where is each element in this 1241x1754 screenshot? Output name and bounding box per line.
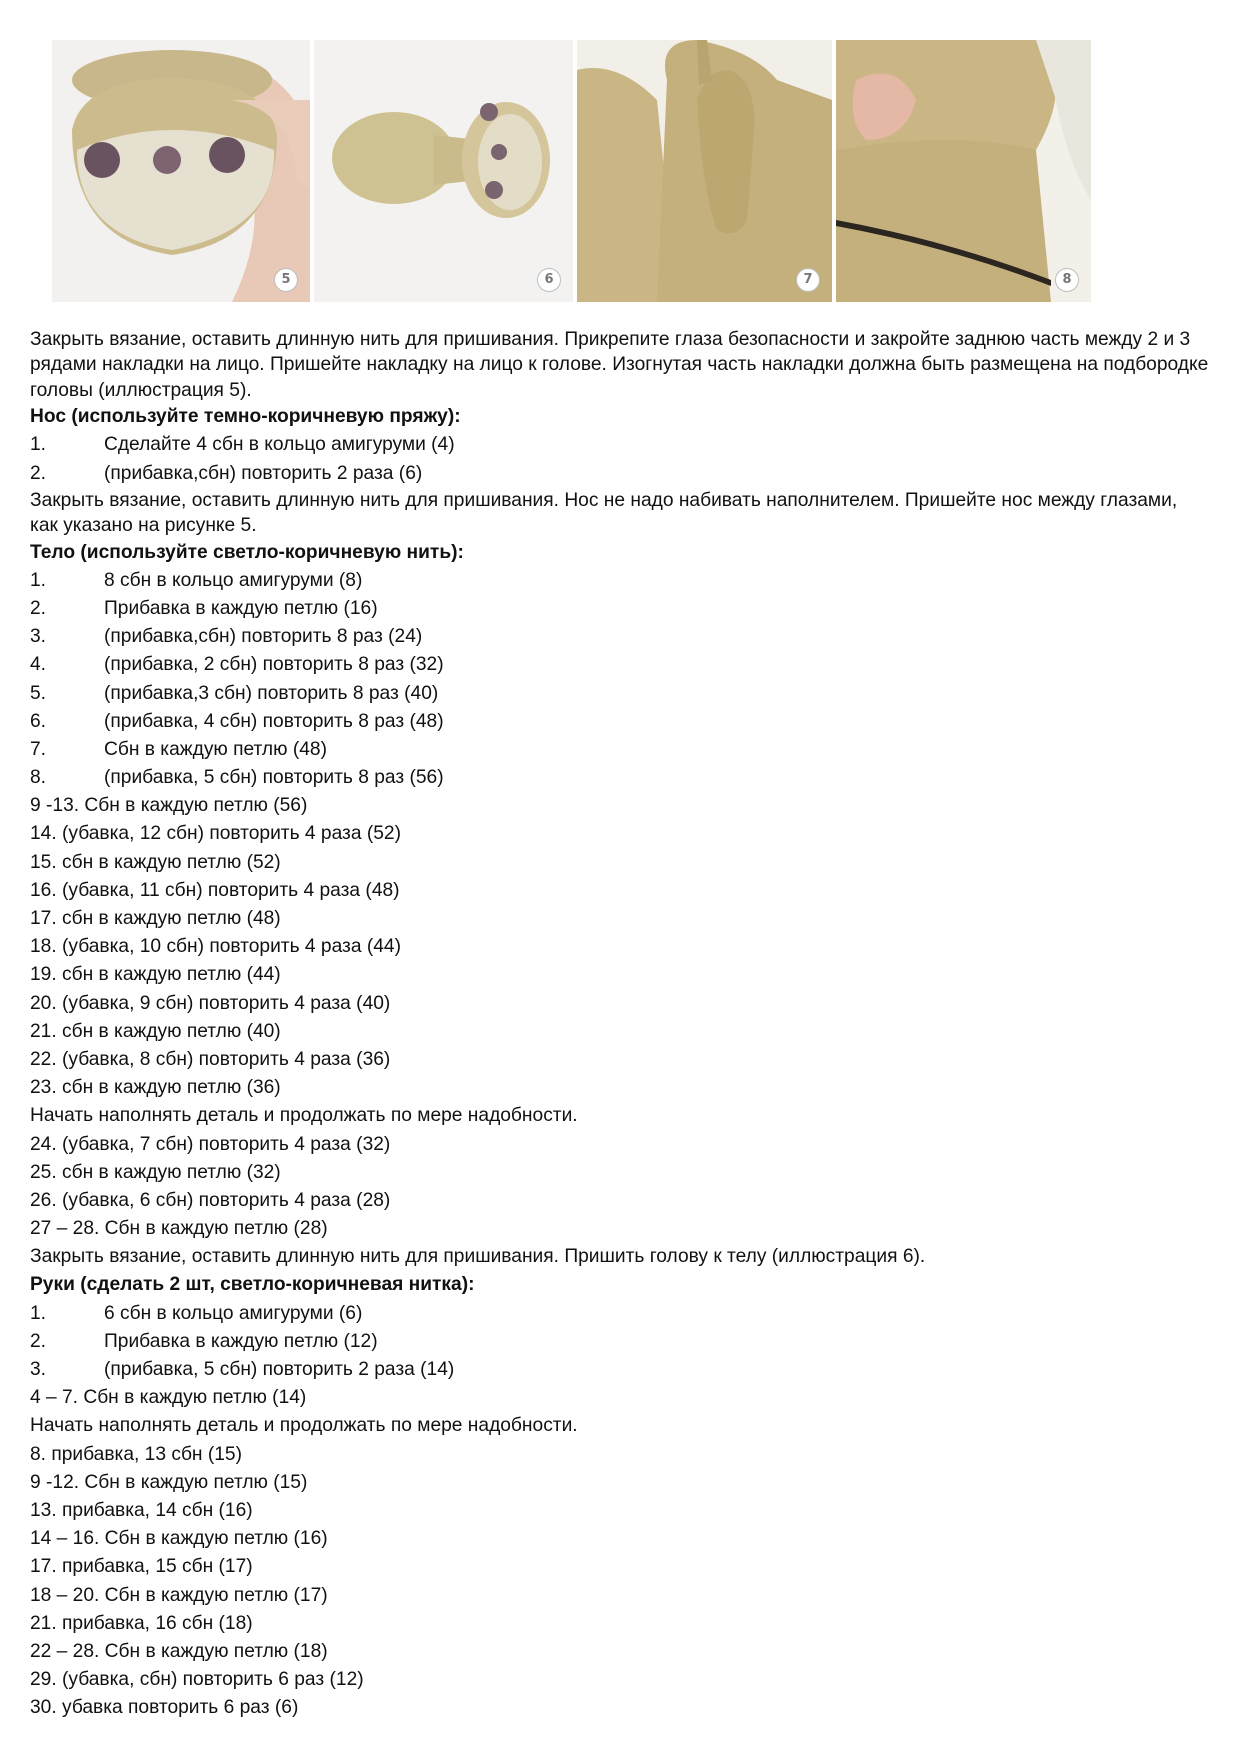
step-text: (прибавка,сбн) повторить 2 раза (6) (104, 462, 423, 484)
pattern-row: 14. (убавка, 12 сбн) повторить 4 раза (52) (30, 823, 401, 845)
step-number: 5. (30, 682, 47, 704)
step-text: (прибавка, 2 сбн) повторить 8 раз (32) (104, 654, 444, 676)
numbered-step (30, 595, 1210, 623)
body-heading: Тело (используйте светло-коричневую нить): (30, 541, 464, 563)
pattern-row: 21. сбн в каждую петлю (40) (30, 1020, 281, 1042)
sewing-head-photo-icon (836, 40, 1091, 302)
photo-number-badge: 6 (537, 268, 561, 292)
pattern-row: Закрыть вязание, оставить длинную нить для пришивания. Пришить голову к телу (иллюстрация 6). (30, 1246, 926, 1268)
step-number: 1. (30, 569, 47, 591)
step-number: 2. (30, 597, 47, 619)
step-text: Прибавка в каждую петлю (12) (104, 1330, 378, 1352)
pattern-row: 13. прибавка, 14 сбн (16) (30, 1499, 253, 1521)
pattern-row: 17. прибавка, 15 сбн (17) (30, 1556, 253, 1578)
pattern-row: 26. (убавка, 6 сбн) повторить 4 раза (28) (30, 1189, 391, 1211)
numbered-step (30, 623, 1210, 651)
photo-number-badge: 8 (1055, 268, 1079, 292)
pattern-row: 16. (убавка, 11 сбн) повторить 4 раза (48) (30, 879, 400, 901)
step-number: 1. (30, 434, 47, 456)
pattern-row: 9 -12. Сбн в каждую петлю (15) (30, 1471, 308, 1493)
step-number: 3. (30, 1359, 47, 1381)
step-number: 2. (30, 1330, 47, 1352)
step-text: (прибавка, 5 сбн) повторить 8 раз (56) (104, 767, 444, 789)
pattern-row: 25. сбн в каждую петлю (32) (30, 1161, 281, 1183)
pattern-row: 19. сбн в каждую петлю (44) (30, 964, 281, 986)
knitted-arm-photo-icon (577, 40, 832, 302)
nose-heading: Нос (используйте темно-коричневую пряжу): (30, 406, 461, 428)
step-number: 6. (30, 710, 47, 732)
pattern-row: 20. (убавка, 9 сбн) повторить 4 раза (40) (30, 992, 391, 1014)
pattern-row: Начать наполнять деталь и продолжать по мере надобности. (30, 1415, 578, 1437)
photo-number-badge: 5 (274, 268, 298, 292)
numbered-step (30, 651, 1210, 679)
pattern-row: Начать наполнять деталь и продолжать по мере надобности. (30, 1105, 578, 1127)
pattern-row: 22 – 28. Сбн в каждую петлю (18) (30, 1640, 328, 1662)
step-text: Прибавка в каждую петлю (16) (104, 597, 378, 619)
numbered-step (30, 680, 1210, 708)
step-text: (прибавка, 4 сбн) повторить 8 раз (48) (104, 710, 444, 732)
arms-heading: Руки (сделать 2 шт, светло-коричневая нитка): (30, 1274, 475, 1296)
step-text: (прибавка, 5 сбн) повторить 2 раза (14) (104, 1359, 455, 1381)
pattern-row: 29. (убавка, сбн) повторить 6 раз (12) (30, 1669, 364, 1691)
numbered-step (30, 1300, 1210, 1328)
nose-note: Закрыть вязание, оставить длинную нить для пришивания. Нос не надо набивать наполнителем. Пришейте нос между глазами, как указано на рисунке 5. (30, 489, 1178, 537)
intro-paragraph: Закрыть вязание, оставить длинную нить для пришивания. Прикрепите глаза безопасности и закройте заднюю часть между 2 и 3 рядами накладки на лицо. Пришейте накладку на лицо к голове. Изогнутая часть накладки должна быть размещена на подбородке головы (иллюстрация 5). (30, 329, 1209, 401)
step-number: 4. (30, 654, 47, 676)
numbered-step (30, 1356, 1210, 1384)
pattern-row: 14 – 16. Сбн в каждую петлю (16) (30, 1528, 328, 1550)
step-text: Сделайте 4 сбн в кольцо амигуруми (4) (104, 434, 455, 456)
pattern-row: 30. убавка повторить 6 раз (6) (30, 1697, 299, 1719)
numbered-step (30, 764, 1210, 792)
step-number: 2. (30, 462, 47, 484)
photo-8 (836, 40, 1091, 302)
pattern-text (30, 327, 1210, 1722)
step-number: 7. (30, 738, 47, 760)
photo-number-badge: 7 (796, 268, 820, 292)
pattern-row: 27 – 28. Сбн в каждую петлю (28) (30, 1218, 328, 1240)
pattern-row: 18 – 20. Сбн в каждую петлю (17) (30, 1584, 328, 1606)
step-text: 8 сбн в кольцо амигуруми (8) (104, 569, 363, 591)
pattern-row: 8. прибавка, 13 сбн (15) (30, 1443, 242, 1465)
photo-6 (314, 40, 573, 302)
pattern-row: 18. (убавка, 10 сбн) повторить 4 раза (44) (30, 936, 401, 958)
pattern-row: 9 -13. Сбн в каждую петлю (56) (30, 795, 308, 817)
step-text: Сбн в каждую петлю (48) (104, 738, 327, 760)
step-text: (прибавка,сбн) повторить 8 раз (24) (104, 626, 423, 648)
numbered-step (30, 567, 1210, 595)
step-number: 8. (30, 767, 47, 789)
pattern-row: 17. сбн в каждую петлю (48) (30, 908, 281, 930)
photo-7 (577, 40, 832, 302)
numbered-step (30, 1328, 1210, 1356)
pattern-row: 21. прибавка, 16 сбн (18) (30, 1612, 253, 1634)
numbered-step (30, 460, 1210, 488)
pattern-row: 4 – 7. Сбн в каждую петлю (14) (30, 1387, 307, 1409)
numbered-step (30, 431, 1210, 459)
step-text: (прибавка,3 сбн) повторить 8 раз (40) (104, 682, 439, 704)
step-number: 1. (30, 1302, 47, 1324)
photo-strip (52, 40, 1097, 302)
step-text: 6 сбн в кольцо амигуруми (6) (104, 1302, 363, 1324)
knitted-head-body-photo-icon (314, 40, 573, 302)
numbered-step (30, 736, 1210, 764)
step-number: 3. (30, 626, 47, 648)
numbered-step (30, 708, 1210, 736)
pattern-row: 23. сбн в каждую петлю (36) (30, 1077, 281, 1099)
photo-5 (52, 40, 310, 302)
knitted-face-patch-photo-icon (52, 40, 310, 302)
pattern-row: 22. (убавка, 8 сбн) повторить 4 раза (36) (30, 1048, 391, 1070)
pattern-row: 15. сбн в каждую петлю (52) (30, 851, 281, 873)
pattern-row: 24. (убавка, 7 сбн) повторить 4 раза (32) (30, 1133, 391, 1155)
